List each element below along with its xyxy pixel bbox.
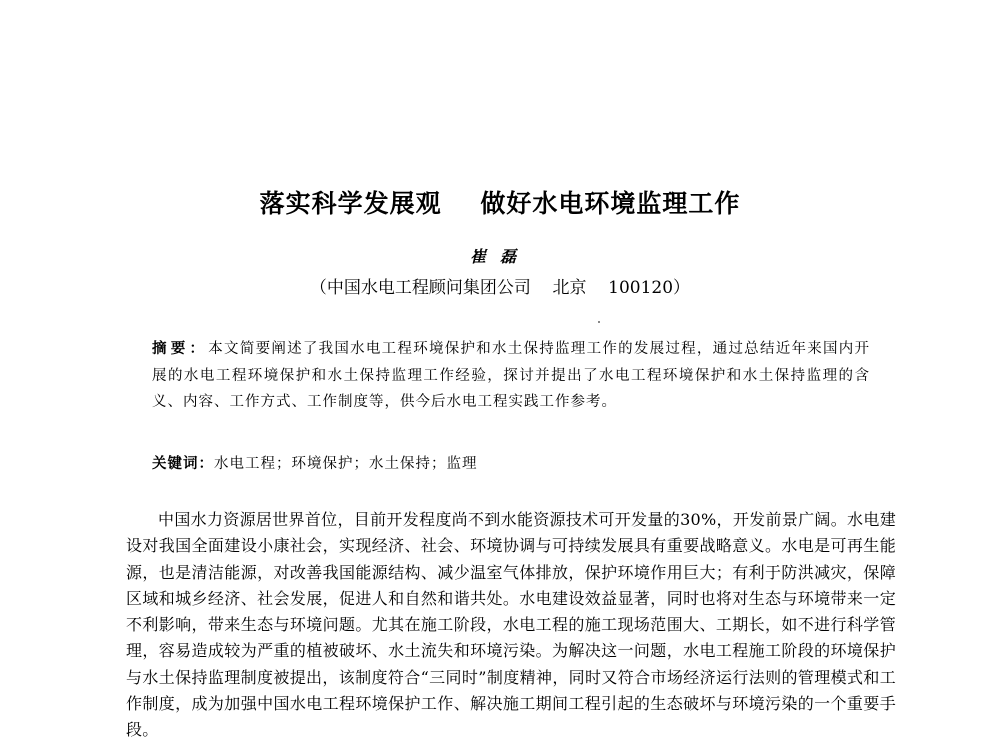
scan-speck — [598, 321, 600, 323]
author-name: 崔磊 — [469, 247, 530, 266]
keywords-label: 关键词： — [152, 456, 214, 472]
keywords — [152, 452, 870, 476]
keywords-text: 水电工程；环境保护；水土保持；监理 — [214, 456, 478, 472]
paper-title: 落实科学发展观 做好水电环境监理工作 — [259, 189, 741, 218]
abstract — [152, 336, 870, 416]
body-paragraph: 中国水力资源居世界首位，目前开发程度尚不到水能资源技术可开发量的30%，开发前景广阔。水电建设对我国全面建设小康社会，实现经济、社会、环境协调与可持续发展具有重要战略意义。水电是可再生能源，也是清洁能源，对改善我国能源结构、减少温室气体排放，保护环境作用巨大；有利于防洪减灾，保障区域和城乡经济、社会发展，促进人和自然和谐共处。水电建设效益显著，同时也将对生态与环境带来一定不利影响，带来生态与环境问题。尤其在施工阶段，水电工程的施工现场范围大、工期长，如不进行科学管理，容易造成较为严重的植被破坏、水土流失和环境污染。为解决这一问题，水电工程施工阶段的环境保护与水土保持监理制度被提出，该制度符合“三同时”制度精神，同时又符合市场经济运行法则的管理模式和工作制度，成为加强中国水电工程环境保护工作、解决施工期间工程引起的生态破坏与环境污染的一个重要手段。 — [126, 510, 896, 740]
abstract-label: 摘要： — [152, 341, 209, 357]
author-affiliation: （中国水电工程顾问集团公司 北京 100120） — [309, 278, 691, 298]
abstract-text: 本文简要阐述了我国水电工程环境保护和水土保持监理工作的发展过程，通过总结近年来国内开展的水电工程环境保护和水土保持监理工作经验，探讨并提出了水电工程环境保护和水土保持监理的含义、内容、工作方式、工作制度等，供今后水电工程实践工作参考。 — [152, 341, 871, 410]
